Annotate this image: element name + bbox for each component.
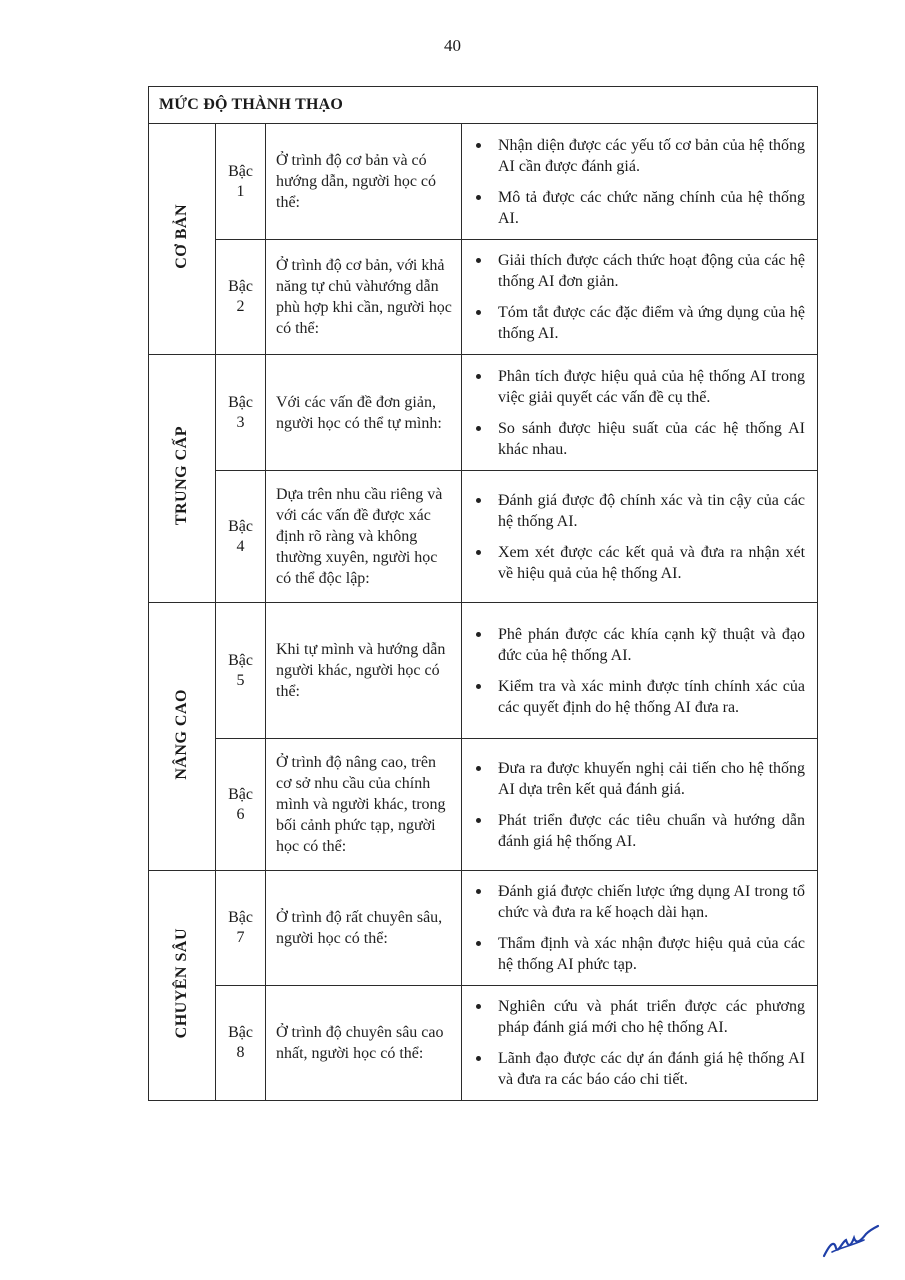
outcome-item: Xem xét được các kết quả và đưa ra nhận xét về hiệu quả của hệ thống AI. [474, 542, 805, 584]
level-label: Bậc 5 [228, 651, 253, 689]
level-label: Bậc 8 [228, 1024, 253, 1061]
level-label: Bậc 7 [228, 909, 253, 946]
level-label: Bậc 3 [228, 393, 253, 431]
group-cell-expert [149, 871, 216, 1101]
level-cell [216, 739, 266, 871]
level-cell [216, 986, 266, 1101]
group-cell-intermediate [149, 355, 216, 603]
level-label: Bậc 1 [228, 162, 253, 200]
outcome-cell [462, 240, 818, 355]
level-cell [216, 355, 266, 471]
group-label: CƠ BẢN [173, 204, 190, 269]
level-label: Bậc 6 [228, 785, 253, 823]
proficiency-table [148, 86, 818, 1101]
outcome-item: Mô tả được các chức năng chính của hệ thống AI. [474, 187, 805, 229]
outcome-item: Giải thích được cách thức hoạt động của các hệ thống AI đơn giản. [474, 250, 805, 292]
outcome-cell [462, 355, 818, 471]
table-row [149, 471, 818, 603]
level-label: Bậc 4 [228, 517, 253, 555]
table-row [149, 986, 818, 1101]
outcome-item: Tóm tắt được các đặc điểm và ứng dụng của hệ thống AI. [474, 302, 805, 344]
group-cell-advanced [149, 603, 216, 871]
level-cell [216, 124, 266, 240]
outcome-item: Kiểm tra và xác minh được tính chính xác của các quyết định do hệ thống AI đưa ra. [474, 676, 805, 718]
outcome-cell [462, 739, 818, 871]
table-row [149, 240, 818, 355]
outcome-cell [462, 471, 818, 603]
group-label: TRUNG CẤP [173, 426, 190, 526]
table-row [149, 355, 818, 471]
level-label: Bậc 2 [228, 278, 253, 315]
table-header: MỨC ĐỘ THÀNH THẠO [149, 87, 818, 124]
table-row [149, 603, 818, 739]
outcome-cell [462, 986, 818, 1101]
level-cell [216, 471, 266, 603]
outcome-item: Phân tích được hiệu quả của hệ thống AI trong việc giải quyết các vấn đề cụ thể. [474, 366, 805, 408]
outcome-item: Nhận diện được các yếu tố cơ bản của hệ thống AI cần được đánh giá. [474, 135, 805, 177]
context-cell: Ở trình độ cơ bản và có hướng dẫn, người học có thể: [266, 124, 462, 240]
outcome-item: Lãnh đạo được các dự án đánh giá hệ thống AI và đưa ra các báo cáo chi tiết. [474, 1048, 805, 1090]
group-label: NÂNG CAO [173, 688, 190, 780]
table-row [149, 124, 818, 240]
level-cell [216, 603, 266, 739]
outcome-item: Đánh giá được độ chính xác và tin cậy của các hệ thống AI. [474, 490, 805, 532]
outcome-cell [462, 124, 818, 240]
context-cell: Với các vấn đề đơn giản, người học có thể tự mình: [266, 355, 462, 471]
level-cell [216, 240, 266, 355]
context-cell: Khi tự mình và hướng dẫn người khác, người học có thể: [266, 603, 462, 739]
context-cell: Ở trình độ chuyên sâu cao nhất, người học có thể: [266, 986, 462, 1101]
outcome-item: Đưa ra được khuyến nghị cải tiến cho hệ thống AI dựa trên kết quả đánh giá. [474, 758, 805, 800]
table-row [149, 871, 818, 986]
outcome-item: Phát triển được các tiêu chuẩn và hướng dẫn đánh giá hệ thống AI. [474, 810, 805, 852]
signature-mark [820, 1222, 880, 1262]
group-cell-basic [149, 124, 216, 355]
outcome-item: So sánh được hiệu suất của các hệ thống AI khác nhau. [474, 418, 805, 460]
outcome-cell [462, 603, 818, 739]
context-cell: Ở trình độ nâng cao, trên cơ sở nhu cầu của chính mình và người khác, trong bối cảnh phức tạp, người học có thể: [266, 739, 462, 871]
outcome-item: Đánh giá được chiến lược ứng dụng AI trong tổ chức và đưa ra kế hoạch dài hạn. [474, 881, 805, 923]
table-header-row [149, 87, 818, 124]
context-cell: Ở trình độ cơ bản, với khả năng tự chủ vàhướng dẫn phù hợp khi cần, người học có thể: [266, 240, 462, 355]
outcome-item: Phê phán được các khía cạnh kỹ thuật và đạo đức của hệ thống AI. [474, 624, 805, 666]
group-label: CHUYÊN SÂU [173, 927, 190, 1039]
outcome-item: Thẩm định và xác nhận được hiệu quả của các hệ thống AI phức tạp. [474, 933, 805, 975]
table-row [149, 739, 818, 871]
context-cell: Ở trình độ rất chuyên sâu, người học có thể: [266, 871, 462, 986]
outcome-cell [462, 871, 818, 986]
outcome-item: Nghiên cứu và phát triển được các phương pháp đánh giá mới cho hệ thống AI. [474, 996, 805, 1038]
context-cell: Dựa trên nhu cầu riêng và với các vấn đề được xác định rõ ràng và không thường xuyên, người học có thể độc lập: [266, 471, 462, 603]
level-cell [216, 871, 266, 986]
page-number: 40 [444, 36, 461, 55]
